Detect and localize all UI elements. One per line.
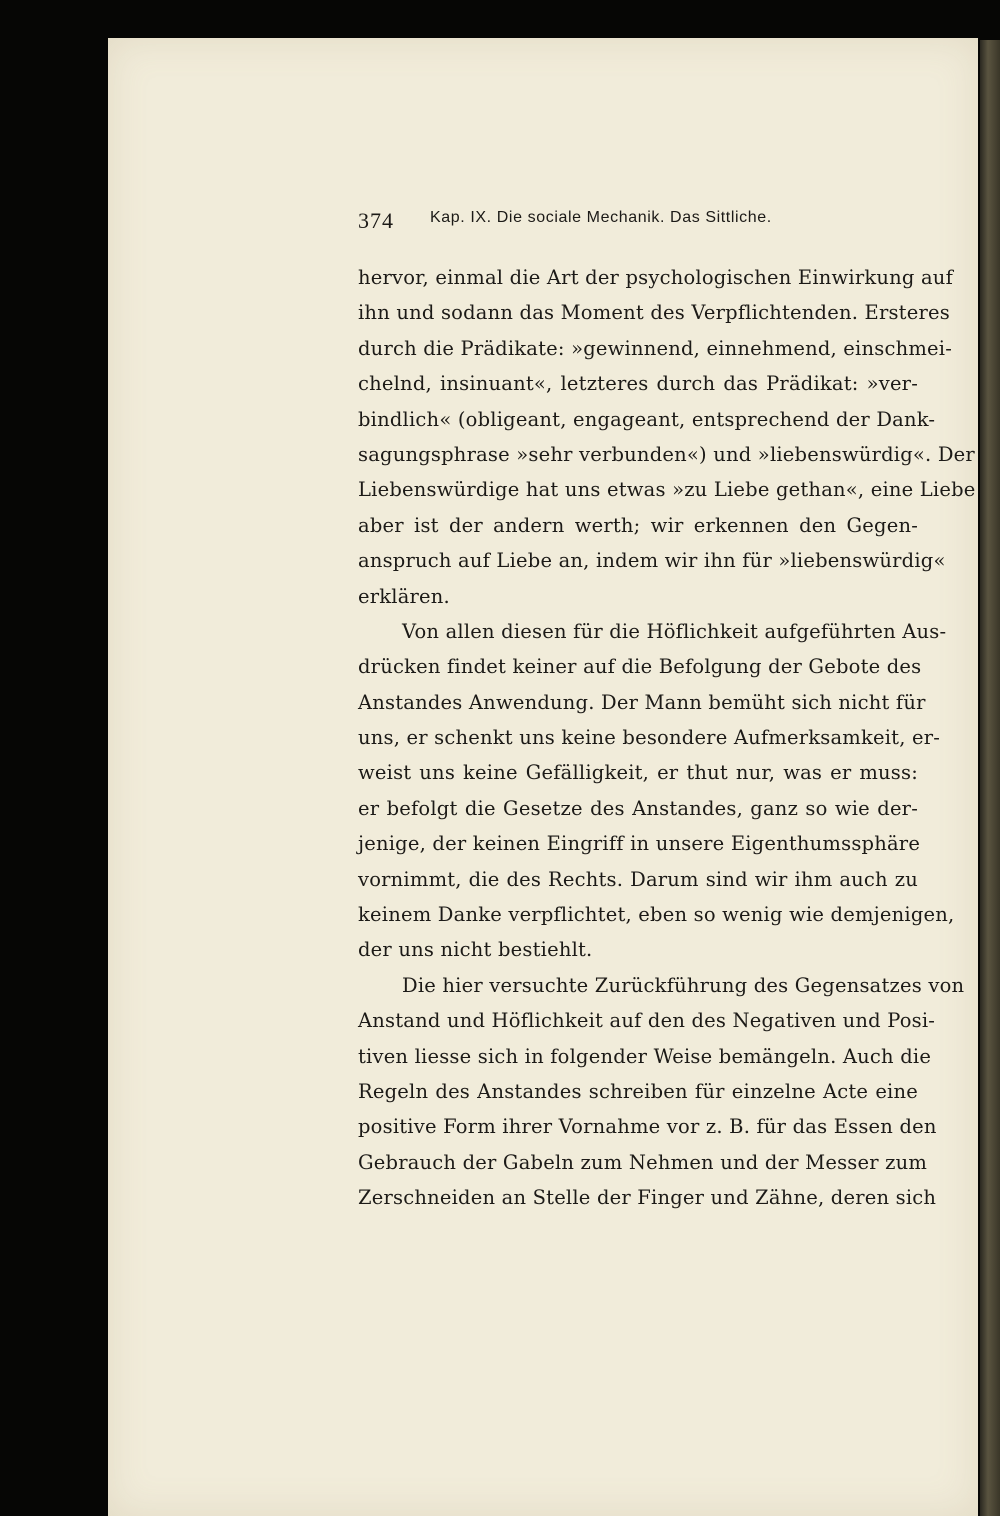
text-line: Anstandes Anwendung. Der Mann bemüht sich nicht für	[358, 690, 926, 714]
text-line: erklären.	[358, 584, 450, 608]
text-line: uns, er schenkt uns keine besondere Aufmerksamkeit, er-	[358, 726, 941, 750]
paragraph	[358, 260, 976, 614]
text-line: weist uns keine Gefälligkeit, er thut nur, was er muss:	[358, 761, 918, 785]
book-edge	[980, 40, 1000, 1516]
text-line: der uns nicht bestiehlt.	[358, 938, 593, 962]
text-line: er befolgt die Gesetze des Anstandes, ganz so wie der-	[358, 796, 918, 820]
text-line: tiven liesse sich in folgender Weise bemängeln. Auch die	[358, 1044, 932, 1068]
text-line: Die hier versuchte Zurückführung des Gegensatzes von	[402, 973, 965, 997]
body-text	[358, 260, 976, 1216]
running-head	[358, 200, 918, 240]
page-number: 374	[358, 208, 394, 233]
text-line: keinem Danke verpflichtet, eben so wenig wie demjenigen,	[358, 903, 955, 927]
text-line: Regeln des Anstandes schreiben für einzelne Acte eine	[358, 1079, 918, 1103]
text-line: aber ist der andern werth; wir erkennen den Gegen-	[358, 513, 918, 537]
text-line: jenige, der keinen Eingriff in unsere Eigenthumssphäre	[358, 832, 921, 856]
chapter-title: Kap. IX. Die sociale Mechanik. Das Sittliche.	[430, 209, 772, 226]
text-line: bindlich« (obligeant, engageant, entsprechend der Dank-	[358, 407, 936, 431]
text-line: hervor, einmal die Art der psychologischen Einwirkung auf	[358, 266, 953, 289]
text-line: chelnd, insinuant«, letzteres durch das Prädikat: »ver-	[358, 372, 918, 396]
text-line: vornimmt, die des Rechts. Darum sind wir ihm auch zu	[358, 867, 918, 891]
paragraph	[358, 614, 955, 968]
text-line: durch die Prädikate: »gewinnend, einnehmend, einschmei-	[358, 336, 952, 360]
text-line: Anstand und Höflichkeit auf den des Negativen und Posi-	[358, 1009, 936, 1033]
text-line: drücken findet keiner auf die Befolgung der Gebote des	[358, 655, 922, 679]
text-line: sagungsphrase »sehr verbunden«) und »liebenswürdig«. Der	[358, 442, 975, 466]
text-line: Zerschneiden an Stelle der Finger und Zähne, deren sich	[358, 1186, 937, 1210]
page-content	[358, 200, 976, 1216]
text-line: anspruch auf Liebe an, indem wir ihn für »liebenswürdig«	[358, 549, 946, 573]
text-line: Liebenswürdige hat uns etwas »zu Liebe gethan«, eine Liebe	[358, 478, 976, 502]
text-line: positive Form ihrer Vornahme vor z. B. für das Essen den	[358, 1115, 937, 1139]
paragraph	[358, 968, 965, 1216]
book-page	[108, 38, 978, 1516]
text-line: Gebrauch der Gabeln zum Nehmen und der Messer zum	[358, 1150, 928, 1174]
text-line: Von allen diesen für die Höflichkeit aufgeführten Aus-	[402, 619, 947, 643]
text-line: ihn und sodann das Moment des Verpflichtenden. Ersteres	[358, 301, 950, 325]
